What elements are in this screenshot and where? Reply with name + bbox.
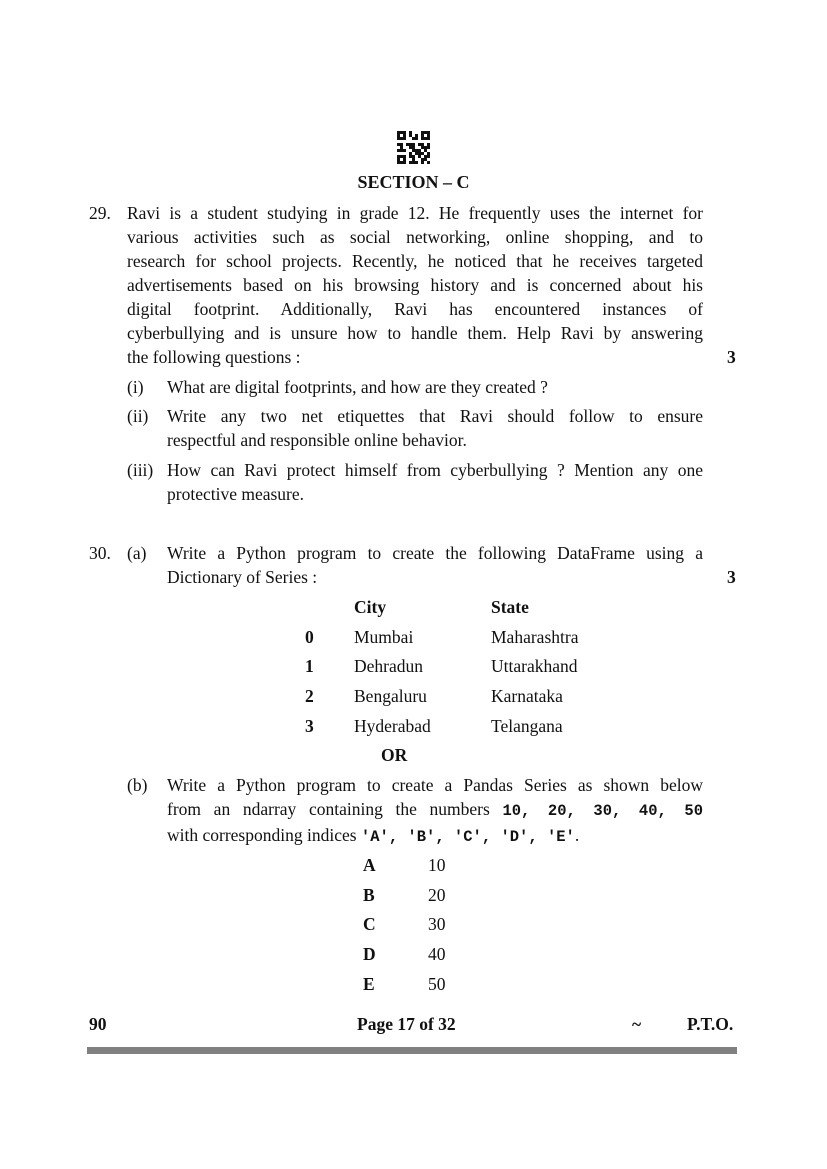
- row-index: 0: [305, 627, 314, 647]
- series-index: C: [363, 914, 376, 934]
- stem-line: the following questions :: [127, 347, 301, 367]
- part-line: protective measure.: [167, 484, 305, 504]
- cell-state: Telangana: [491, 716, 563, 736]
- part-text-ii: [167, 404, 703, 452]
- text-span: with corresponding indices: [167, 825, 361, 845]
- column-header-city: City: [354, 597, 387, 617]
- part-text-i: [167, 375, 703, 399]
- series-value: 20: [428, 885, 446, 905]
- series-index: A: [363, 855, 376, 875]
- stem-line: digital footprint. Additionally, Ravi has encountered instances of: [127, 299, 703, 319]
- part-line: What are digital footprints, and how are they created ?: [167, 377, 548, 397]
- cell-city: Mumbai: [354, 627, 414, 647]
- page-number: Page 17 of 32: [357, 1014, 456, 1034]
- cell-state: Uttarakhand: [491, 656, 578, 676]
- part-label-a: (a): [127, 543, 147, 563]
- series-value: 50: [428, 974, 446, 994]
- series-index: E: [363, 974, 375, 994]
- question-number-29: 29.: [89, 203, 111, 223]
- text-span: .: [574, 825, 580, 845]
- part-line: Write a Python program to create the following DataFrame using a: [167, 543, 703, 563]
- part-line: [167, 823, 703, 849]
- stem-line: research for school projects. Recently, he noticed that he receives targeted: [127, 251, 703, 271]
- part-label-b: (b): [127, 775, 148, 795]
- cell-state: Karnataka: [491, 686, 563, 706]
- cell-state: Maharashtra: [491, 627, 579, 647]
- stem-line: cyberbullying and is unsure how to handle them. Help Ravi by answering: [127, 323, 703, 343]
- column-header-state: State: [491, 597, 529, 617]
- part-text-iii: [167, 458, 703, 506]
- stem-line: Ravi is a student studying in grade 12. He frequently uses the internet for: [127, 203, 703, 223]
- qr-code-icon: [397, 131, 430, 164]
- part-line: Dictionary of Series :: [167, 567, 318, 587]
- part-line: Write any two net etiquettes that Ravi should follow to ensure: [167, 406, 703, 426]
- section-title: SECTION – C: [357, 172, 470, 192]
- code-indices: 'A', 'B', 'C', 'D', 'E': [360, 828, 575, 846]
- question-29-stem: [127, 201, 703, 369]
- row-index: 1: [305, 656, 314, 676]
- cell-city: Bengaluru: [354, 686, 427, 706]
- cell-city: Dehradun: [354, 656, 424, 676]
- marks-30: 3: [727, 567, 736, 587]
- part-line: [167, 797, 703, 823]
- series-value: 30: [428, 914, 446, 934]
- paper-code: 90: [89, 1014, 107, 1034]
- tilde-mark: ~: [632, 1014, 642, 1034]
- part-text-b: [167, 773, 703, 849]
- series-index: B: [363, 885, 375, 905]
- part-text-a: [167, 541, 703, 589]
- part-line: respectful and responsible online behavior.: [167, 430, 467, 450]
- pto-label: P.T.O.: [687, 1014, 734, 1034]
- part-label-i: (i): [127, 377, 144, 397]
- row-index: 3: [305, 716, 314, 736]
- series-value: 40: [428, 944, 446, 964]
- part-label-ii: (ii): [127, 406, 149, 426]
- marks-29: 3: [727, 347, 736, 367]
- or-separator: OR: [381, 745, 408, 765]
- stem-line: various activities such as social networking, online shopping, and to: [127, 227, 703, 247]
- text-span: from an ndarray containing the numbers: [167, 799, 503, 819]
- series-index: D: [363, 944, 376, 964]
- part-label-iii: (iii): [127, 460, 154, 480]
- part-line: Write a Python program to create a Pandas Series as shown below: [167, 775, 703, 795]
- cell-city: Hyderabad: [354, 716, 431, 736]
- part-line: How can Ravi protect himself from cyberbullying ? Mention any one: [167, 460, 703, 480]
- series-value: 10: [428, 855, 446, 875]
- code-numbers: 10, 20, 30, 40, 50: [502, 802, 703, 820]
- question-number-30: 30.: [89, 543, 111, 563]
- row-index: 2: [305, 686, 314, 706]
- stem-line: advertisements based on his browsing history and is concerned about his: [127, 275, 703, 295]
- footer-divider: [87, 1047, 737, 1054]
